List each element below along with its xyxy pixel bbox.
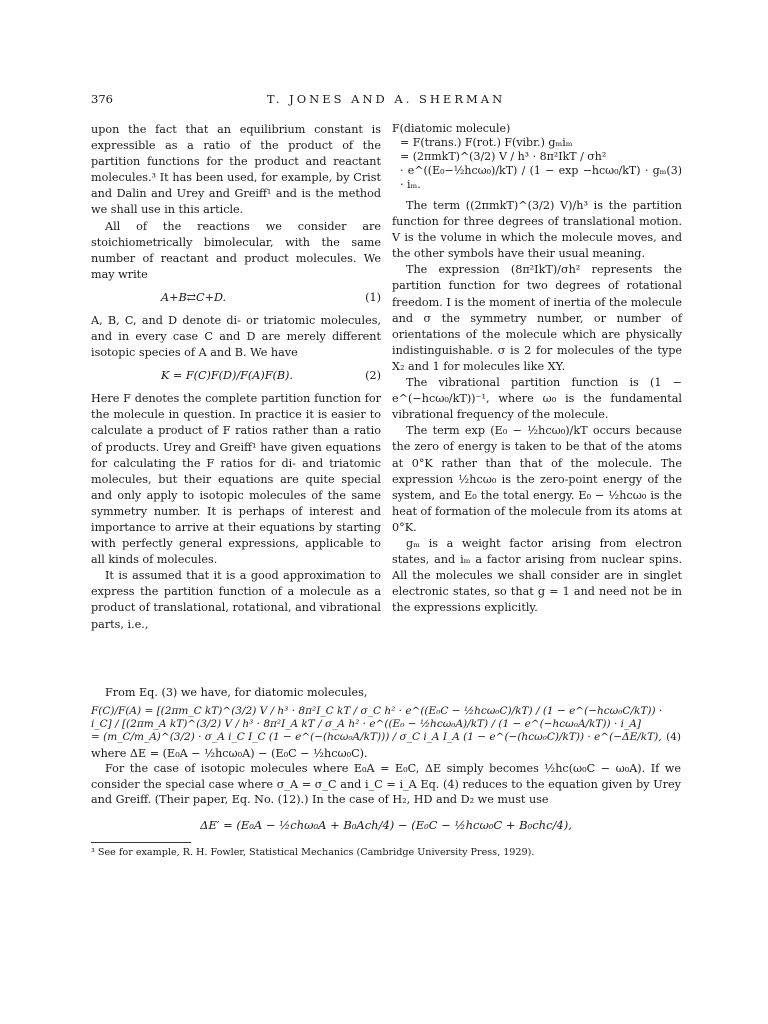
equation-3 (392, 122, 682, 192)
bottom-paragraph-1: For the case of isotopic molecules where E₀A = E₀C, ΔE simply becomes ½hc(ω₀C − ω₀A). If we consider the special case where σ_A = σ_C and i_C = i_A Eq. (4) reduces to the equation given by Urey and Greiff. (Their paper, Eq. No. (12).) In the case of H₂, HD and D₂ we must use (91, 762, 681, 807)
left-paragraph-3: A, B, C, and D denote di- or triatomic molecules, and in every case C and D are merely different isotopic species of A and B. We have (91, 313, 381, 360)
running-head: T. JONES AND A. SHERMAN (266, 92, 506, 106)
equation-1 (91, 283, 381, 313)
equation-4-line-1: F(C)/F(A) = [(2πm_C kT)^(3/2) V / h³ · 8π²I_C kT / σ_C h² · e^((E₀C − ½hcω₀C)/kT) / (1 − e^(−hcω₀C/kT)) · i_C] / [(2πm_A kT)^(3/2) V / h³ · 8π²I_A kT / σ_A h² · e^((E₀ − ½hcω₀A)/kT) / (1 − e^(−hcω₀A/kT)) · i_A] (91, 704, 663, 730)
equation-2-number: (2) (365, 369, 381, 383)
right-column (392, 122, 682, 616)
footnote: ³ See for example, R. H. Fowler, Statistical Mechanics (Cambridge University Press, 1929). (91, 846, 535, 858)
left-paragraph-4: Here F denotes the complete partition function for the molecule in question. In practice it is easier to calculate a product of F ratios rather than a ratio of products. Urey and Greiff¹ have given equations for calculating the F ratios for di- and triatomic molecules, but their equations are quite special and only apply to isotopic molecules of the same symmetry number. It is perhaps of interest and importance to arrive at their equations by starting with perfectly general expressions, applicable to all kinds of molecules. (91, 392, 381, 567)
right-paragraph-5: gₘ is a weight factor arising from electron states, and iₘ a factor arising from nuclear spins. All the molecules we shall consider are in singlet electronic states, so that g = 1 and need not be in the expressions explicitly. (392, 536, 682, 615)
right-paragraph-4: The term exp (E₀ − ½hcω₀)/kT occurs because the zero of energy is taken to be that of the atoms at 0°K rather than that of the molecule. The expression ½hcω₀ is the zero-point energy of the system, and E₀ the total energy. E₀ − ½hcω₀ is the heat of formation of the molecule from its atoms at 0°K. (392, 424, 682, 534)
equation-4-number: (4) (666, 730, 681, 743)
equation-3-line-4-row (392, 164, 682, 192)
right-paragraph-1: The term ((2πmkT)^(3/2) V)/h³ is the partition function for three degrees of translational motion. V is the volume in which the molecule moves, and the other symbols have their usual meaning. (392, 199, 682, 261)
right-paragraph-3: The vibrational partition function is (1 − e^(−hcω₀/kT))⁻¹, where ω₀ is the fundamental vibrational frequency of the molecule. (392, 376, 682, 422)
bottom-section (91, 685, 681, 859)
equation-4-line-2-row (91, 731, 681, 744)
page-header (91, 92, 681, 108)
equation-3-line-1: F(diatomic molecule) (392, 122, 511, 135)
footnote-rule (91, 842, 191, 843)
page-number: 376 (91, 92, 113, 106)
delta-e-definition: where ΔE = (E₀A − ½hcω₀A) − (E₀C − ½hcω₀C). (91, 746, 368, 760)
equation-3-number: (3) (666, 164, 682, 177)
equation-5: ΔE′ = (E₀A − ½chω₀A + B₀Ach/4) − (E₀C − ½hcω₀C + B₀chc/4), (200, 817, 572, 832)
left-paragraph-2: All of the reactions we consider are stoichiometrically bimolecular, with the same number of reactant and product molecules. We may write (91, 219, 381, 281)
left-paragraph-1: upon the fact that an equilibrium constant is expressible as a ratio of the product of the partition functions for the product and reactant molecules.³ It has been used, for example, by Crist and Dalin and Urey and Greiff¹ and is the method we shall use in this article. (91, 123, 381, 217)
left-paragraph-5: It is assumed that it is a good approximation to express the partition function of a molecule as a product of translational, rotational, and vibrational parts, i.e., (91, 569, 382, 631)
bottom-intro: From Eq. (3) we have, for diatomic molecules, (105, 686, 368, 699)
equation-4 (91, 705, 681, 744)
equation-1-body: A+B⇄C+D. (161, 290, 227, 304)
equation-2-body: K = F(C)F(D)/F(A)F(B). (161, 369, 293, 383)
equation-3-line-3: = (2πmkT)^(3/2) V / h³ · 8π²IkT / σh² (400, 150, 607, 163)
equation-2 (91, 361, 381, 391)
equation-3-line-2: = F(trans.) F(rot.) F(vibr.) gₘiₘ (400, 136, 573, 149)
equation-4-line-2: = (m_C/m_A)^(3/2) · σ_A i_C I_C (1 − e^(−(hcω₀A/kT))) / σ_C i_A I_A (1 − e^(−(hcω₀C)/kT)) · e^(−ΔE/kT), (91, 730, 662, 743)
equation-1-number: (1) (365, 290, 381, 304)
right-paragraph-2: The expression (8π²IkT)/σh² represents the partition function for two degrees of rotational freedom. I is the moment of inertia of the molecule and σ the symmetry number, or number of orientations of the molecule which are physically indistinguishable. σ is 2 for molecules of the type X₂ and 1 for molecules like XY. (392, 263, 682, 373)
left-column (91, 122, 381, 633)
equation-3-line-4: · e^((E₀−½hcω₀)/kT) / (1 − exp −hcω₀/kT) · gₘ · iₘ. (400, 164, 667, 191)
